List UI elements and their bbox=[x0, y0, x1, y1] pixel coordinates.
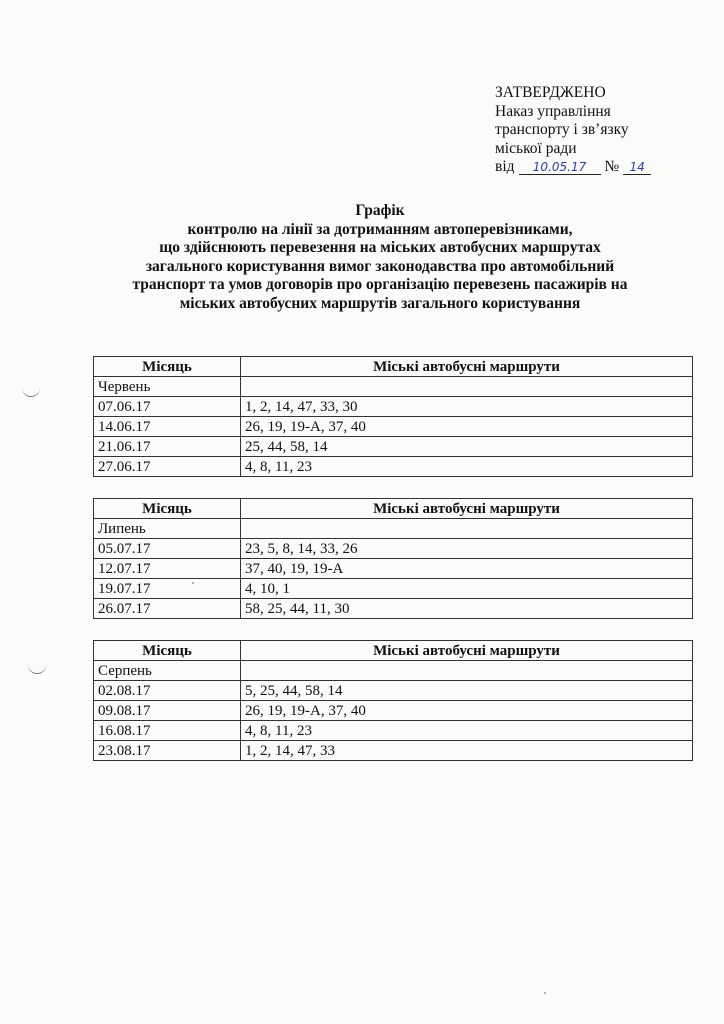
routes-cell: 23, 5, 8, 14, 33, 26 bbox=[241, 539, 693, 559]
routes-cell: 26, 19, 19-А, 37, 40 bbox=[241, 417, 693, 437]
approval-heading: ЗАТВЕРДЖЕНО bbox=[495, 84, 606, 101]
title-line: міських автобусних маршрутів загального користування bbox=[179, 294, 581, 312]
schedule-table-july bbox=[93, 498, 693, 619]
title-heading: Графік bbox=[355, 202, 405, 219]
routes-cell: 37, 40, 19, 19-А bbox=[241, 559, 693, 579]
table-row bbox=[94, 701, 693, 721]
approval-department-line: транспорту і зв’язку bbox=[495, 121, 629, 138]
schedule-table-august bbox=[93, 640, 693, 761]
table-row bbox=[94, 579, 693, 599]
table-header-row bbox=[94, 499, 693, 519]
date-cell: 09.08.17 bbox=[94, 701, 241, 721]
date-cell: 12.07.17 bbox=[94, 559, 241, 579]
routes-cell: 1, 2, 14, 47, 33 bbox=[241, 741, 693, 761]
document-title bbox=[60, 202, 700, 313]
date-cell: 21.06.17 bbox=[94, 437, 241, 457]
title-line: контролю на лінії за дотриманням автоперевізниками, bbox=[187, 220, 573, 238]
month-column-header: Місяць bbox=[94, 499, 241, 519]
approval-order-line: Наказ управління bbox=[495, 102, 611, 120]
date-cell: 14.06.17 bbox=[94, 417, 241, 437]
punch-hole-mark bbox=[28, 661, 46, 674]
month-name: Липень bbox=[94, 519, 241, 539]
table-row bbox=[94, 559, 693, 579]
date-cell: 07.06.17 bbox=[94, 397, 241, 417]
table-row bbox=[94, 721, 693, 741]
handwritten-number: 14 bbox=[623, 160, 651, 175]
date-cell: 27.06.17 bbox=[94, 457, 241, 477]
table-row bbox=[94, 741, 693, 761]
date-cell: 05.07.17 bbox=[94, 539, 241, 559]
routes-cell: 4, 8, 11, 23 bbox=[241, 457, 693, 477]
routes-column-header: Міські автобусні маршрути bbox=[241, 499, 693, 519]
scan-speck bbox=[192, 582, 194, 584]
month-column-header: Місяць bbox=[94, 357, 241, 377]
routes-cell: 1, 2, 14, 47, 33, 30 bbox=[241, 397, 693, 417]
number-label: № bbox=[604, 158, 620, 175]
scan-speck bbox=[544, 992, 546, 994]
month-name: Червень bbox=[94, 377, 241, 397]
table-row bbox=[94, 539, 693, 559]
approval-stamp bbox=[495, 84, 651, 177]
routes-cell: 25, 44, 58, 14 bbox=[241, 437, 693, 457]
date-cell: 23.08.17 bbox=[94, 741, 241, 761]
date-cell: 16.08.17 bbox=[94, 721, 241, 741]
table-row bbox=[94, 437, 693, 457]
schedule-table-june bbox=[93, 356, 693, 477]
date-cell: 02.08.17 bbox=[94, 681, 241, 701]
routes-cell: 58, 25, 44, 11, 30 bbox=[241, 599, 693, 619]
table-header-row bbox=[94, 357, 693, 377]
table-row bbox=[94, 397, 693, 417]
table-row bbox=[94, 457, 693, 477]
routes-column-header: Міські автобусні маршрути bbox=[241, 357, 693, 377]
routes-cell: 4, 10, 1 bbox=[241, 579, 693, 599]
punch-hole-mark bbox=[22, 384, 40, 397]
month-row bbox=[94, 377, 693, 397]
title-line: транспорт та умов договорів про організацію перевезень пасажирів на bbox=[132, 276, 628, 293]
month-row bbox=[94, 661, 693, 681]
approval-date-line bbox=[495, 158, 651, 177]
month-column-header: Місяць bbox=[94, 641, 241, 661]
approval-council-line: міської ради bbox=[495, 139, 577, 157]
handwritten-date: 10.05.17 bbox=[519, 160, 601, 175]
title-line: що здійснюють перевезення на міських автобусних маршрутах bbox=[159, 239, 601, 256]
date-cell: 19.07.17 bbox=[94, 579, 241, 599]
table-row bbox=[94, 681, 693, 701]
routes-cell: 5, 25, 44, 58, 14 bbox=[241, 681, 693, 701]
table-row bbox=[94, 599, 693, 619]
table-row bbox=[94, 417, 693, 437]
routes-cell: 4, 8, 11, 23 bbox=[241, 721, 693, 741]
date-cell: 26.07.17 bbox=[94, 599, 241, 619]
routes-cell: 26, 19, 19-А, 37, 40 bbox=[241, 701, 693, 721]
table-header-row bbox=[94, 641, 693, 661]
month-name: Серпень bbox=[94, 661, 241, 681]
month-row bbox=[94, 519, 693, 539]
title-line: загального користування вимог законодавства про автомобільний bbox=[145, 257, 615, 275]
routes-column-header: Міські автобусні маршрути bbox=[241, 641, 693, 661]
from-label: від bbox=[495, 158, 515, 175]
